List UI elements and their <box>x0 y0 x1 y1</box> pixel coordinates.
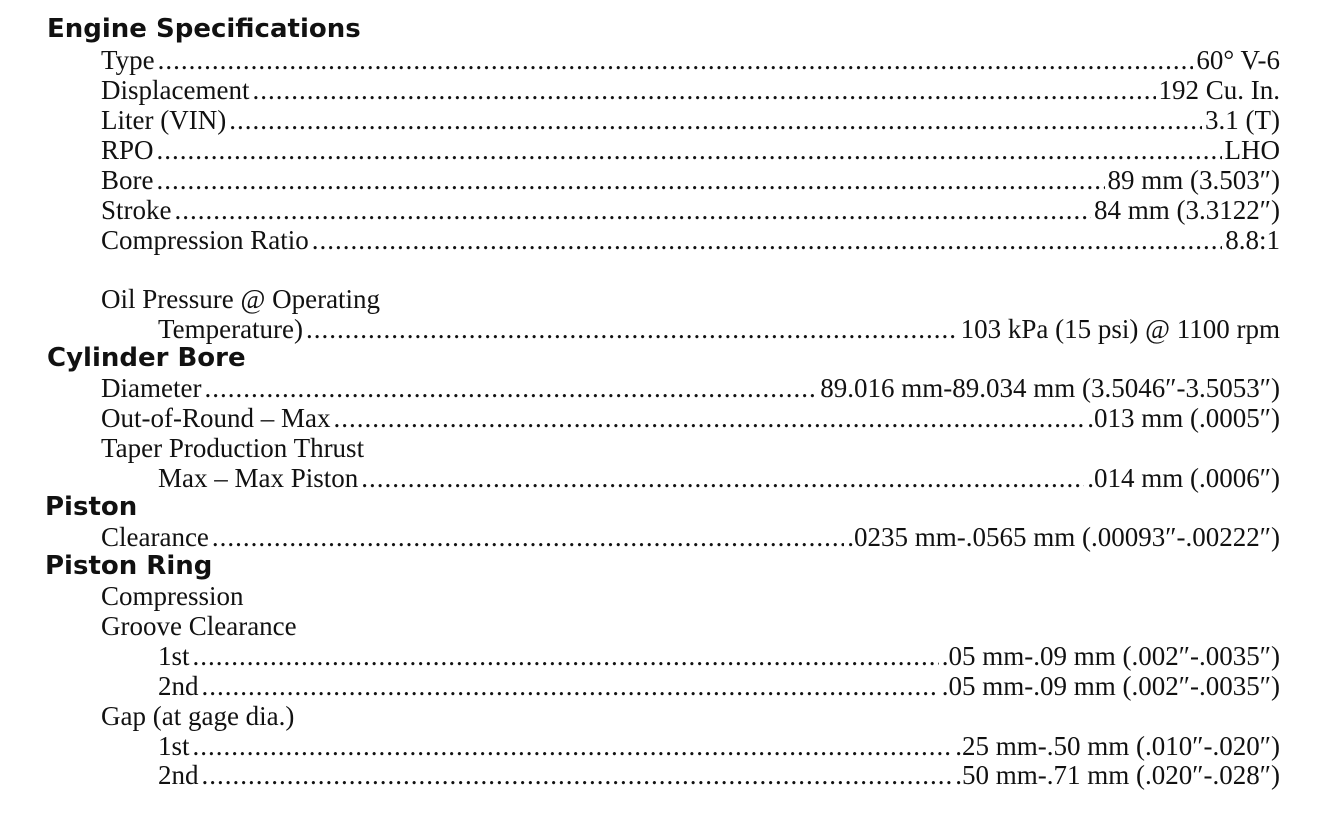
spec-row-compression-ratio <box>101 225 1280 255</box>
spec-label: RPO <box>101 135 154 165</box>
spec-value: .05 mm-.09 mm (.002″-.0035″) <box>941 641 1280 671</box>
spec-row-groove-1st <box>158 641 1280 671</box>
dot-leader <box>193 641 939 671</box>
spec-row-out-of-round <box>101 403 1280 433</box>
spec-value: .50 mm-.71 mm (.020″-.028″) <box>955 760 1280 790</box>
dot-leader <box>312 225 1222 255</box>
dot-leader <box>204 373 817 403</box>
dot-leader <box>202 671 939 701</box>
dot-leader <box>156 165 1104 195</box>
spec-row-type <box>101 45 1280 75</box>
spec-label: 2nd <box>158 760 199 790</box>
dot-leader <box>157 135 1222 165</box>
spec-label: Temperature) <box>158 314 304 344</box>
section-heading-cylinder-bore: Cylinder Bore <box>47 343 246 373</box>
dot-leader <box>229 105 1202 135</box>
spec-row-displacement <box>101 75 1280 105</box>
spec-value: 89.016 mm-89.034 mm (3.5046″-3.5053″) <box>820 373 1280 403</box>
spec-row-oil-pressure <box>158 314 1280 344</box>
dot-leader <box>175 195 1092 225</box>
spec-value: 89 mm (3.503″) <box>1107 165 1280 195</box>
spec-value: .0235 mm-.0565 mm (.00093″-.00222″) <box>847 522 1280 552</box>
spec-label: Liter (VIN) <box>101 105 227 135</box>
spec-value: 60° V-6 <box>1196 45 1280 75</box>
spec-label-oil-pressure: Oil Pressure @ Operating <box>101 284 381 314</box>
spec-row-bore <box>101 165 1280 195</box>
spec-label: Bore <box>101 165 154 195</box>
spec-label: Diameter <box>101 373 202 403</box>
subheading-groove-clearance: Groove Clearance <box>101 611 297 641</box>
dot-leader <box>361 463 1084 493</box>
spec-row-piston-clearance <box>101 522 1280 552</box>
dot-leader <box>193 731 953 761</box>
dot-leader <box>158 45 1194 75</box>
spec-value: .05 mm-.09 mm (.002″-.0035″) <box>941 671 1280 701</box>
spec-label: 1st <box>158 731 190 761</box>
spec-value: .013 mm (.0005″) <box>1087 403 1280 433</box>
dot-leader <box>333 403 1084 433</box>
spec-label: Max – Max Piston <box>158 463 359 493</box>
spec-row-diameter <box>101 373 1280 403</box>
spec-value: 8.8:1 <box>1225 225 1280 255</box>
spec-row-stroke <box>101 195 1280 225</box>
spec-value: 192 Cu. In. <box>1158 75 1280 105</box>
spec-value: .25 mm-.50 mm (.010″-.020″) <box>955 731 1280 761</box>
spec-value: .014 mm (.0006″) <box>1087 463 1280 493</box>
section-heading-piston: Piston <box>45 492 138 522</box>
spec-label: Out-of-Round – Max <box>101 403 331 433</box>
spec-label: 1st <box>158 641 190 671</box>
spec-row-liter <box>101 105 1280 135</box>
spec-label: Type <box>101 45 155 75</box>
section-heading-engine-specifications: Engine Specifications <box>47 14 361 44</box>
spec-label: Stroke <box>101 195 172 225</box>
dot-leader <box>212 522 844 552</box>
spec-label: Displacement <box>101 75 250 105</box>
dot-leader <box>252 75 1155 105</box>
subheading-compression: Compression <box>101 581 244 611</box>
dot-leader <box>306 314 958 344</box>
spec-label-taper: Taper Production Thrust <box>101 433 365 463</box>
spec-value: 103 kPa (15 psi) @ 1100 rpm <box>960 314 1280 344</box>
subheading-gap: Gap (at gage dia.) <box>101 701 295 731</box>
spec-label: 2nd <box>158 671 199 701</box>
spec-value: 84 mm (3.3122″) <box>1094 195 1280 225</box>
spec-value: 3.1 (T) <box>1205 105 1280 135</box>
spec-row-taper <box>158 463 1280 493</box>
spec-label: Clearance <box>101 522 209 552</box>
spec-label: Compression Ratio <box>101 225 309 255</box>
spec-row-rpo <box>101 135 1280 165</box>
dot-leader <box>202 760 953 790</box>
spec-row-gap-2nd <box>158 760 1280 790</box>
spec-value: LHO <box>1224 135 1280 165</box>
section-heading-piston-ring: Piston Ring <box>45 551 213 581</box>
spec-row-groove-2nd <box>158 671 1280 701</box>
spec-row-gap-1st <box>158 731 1280 761</box>
